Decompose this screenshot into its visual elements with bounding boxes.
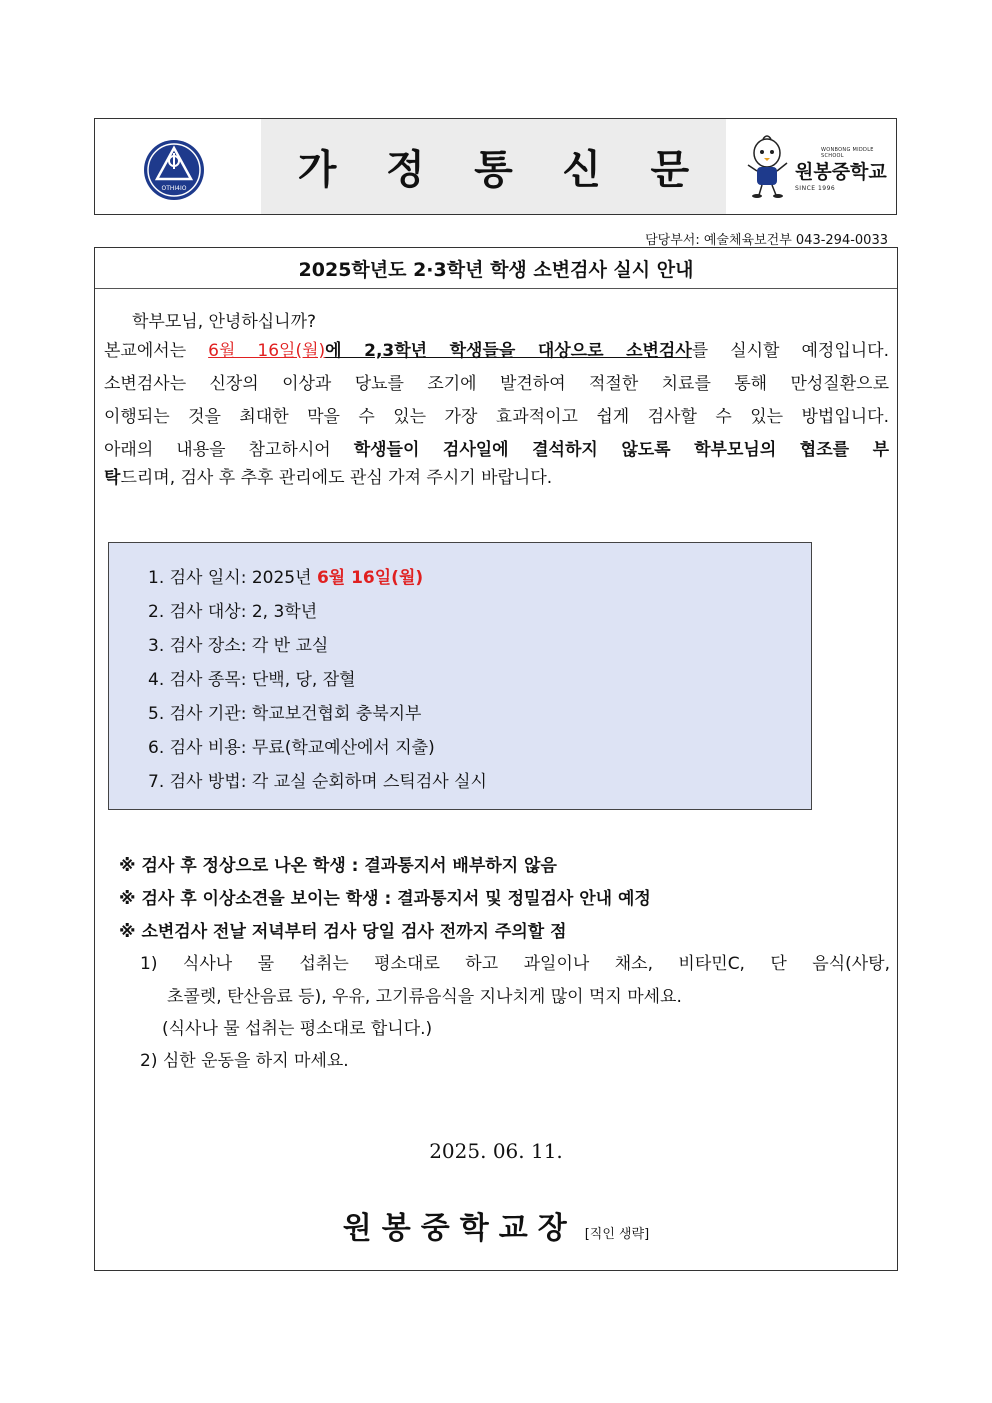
note-normal: ※ 검사 후 정상으로 나온 학생 : 결과통지서 배부하지 않음	[119, 856, 557, 876]
info-item-place: 3. 검사 장소: 각 반 교실	[148, 636, 329, 656]
info-item-date: 1. 검사 일시: 2025년 6월 16일(월)	[148, 568, 424, 588]
body-line-5: 탁드리며, 검사 후 추후 관리에도 관심 가져 주시기 바랍니다.	[104, 468, 553, 488]
school-mascot-icon	[745, 135, 791, 201]
greeting: 학부모님, 안녕하십니까?	[132, 312, 317, 332]
info-item-cost: 6. 검사 비용: 무료(학교예산에서 지출)	[148, 738, 435, 758]
seal-omitted-note: [직인 생략]	[584, 1227, 650, 1242]
principal-signature: 원봉중학교장	[342, 1211, 577, 1246]
exam-date-highlight: 6월 16일(월)	[208, 341, 326, 361]
info-item-type: 4. 검사 종목: 단백, 당, 잠혈	[148, 670, 356, 690]
signature-block	[95, 1203, 897, 1247]
body-line-4: 아래의 내용을 참고하시어 학생들이 검사일에 결석하지 않도록 학부모님의 협조를 부	[104, 440, 889, 460]
newsletter-title	[261, 119, 726, 214]
notice-subject: 2025학년도 2·3학년 학생 소변검사 실시 안내	[95, 248, 897, 289]
notice-body	[94, 247, 898, 1271]
department-contact: 담당부서: 예술체육보건부 043-294-0033	[645, 233, 888, 248]
precaution-1-line-3: (식사나 물 섭취는 평소대로 합니다.)	[162, 1019, 433, 1039]
info-item-agency: 5. 검사 기관: 학교보건협회 충북지부	[148, 704, 422, 724]
info-item-method: 7. 검사 방법: 각 교실 순회하며 스틱검사 실시	[148, 772, 487, 792]
body-line-2: 소변검사는 신장의 이상과 당뇨를 조기에 발견하여 적절한 치료를 통해 만성질환으로	[104, 374, 889, 394]
school-brand-logo: WONBONG MIDDLE SCHOOL 원봉중학교 SINCE 1996	[795, 147, 887, 192]
precaution-1-line-2: 초콜렛, 탄산음료 등), 우유, 고기류음식을 지나치게 많이 먹지 마세요.	[167, 987, 682, 1007]
title-char: 통	[474, 147, 513, 193]
title-char: 정	[385, 147, 425, 193]
title-char: 신	[562, 147, 601, 193]
body-line-1: 본교에서는 6월 16일(월)에 2,3학년 학생들을 대상으로 소변검사를 실시할 예정입니다.	[104, 341, 890, 361]
note-precautions: ※ 소변검사 전날 저녁부터 검사 당일 검사 전까지 주의할 점	[119, 922, 567, 942]
school-emblem-icon	[143, 139, 205, 201]
notice-date: 2025. 06. 11.	[429, 1139, 563, 1163]
title-char: 문	[650, 147, 690, 193]
exam-info-box	[108, 542, 812, 810]
note-abnormal: ※ 검사 후 이상소견을 보이는 학생 : 결과통지서 및 정밀검사 안내 예정	[119, 889, 651, 909]
precaution-2: 2) 심한 운동을 하지 마세요.	[140, 1051, 349, 1071]
title-char: 가	[297, 147, 337, 193]
info-item-target: 2. 검사 대상: 2, 3학년	[148, 602, 318, 622]
svg-text:OTHI4IO: OTHI4IO	[161, 185, 187, 192]
newsletter-header	[94, 118, 897, 215]
body-line-3: 이행되는 것을 최대한 막을 수 있는 가장 효과적이고 쉽게 검사할 수 있는 방법입니다.	[104, 407, 889, 427]
precaution-1-line-1: 1) 식사나 물 섭취는 평소대로 하고 과일이나 채소, 비타민C, 단 음식(사탕,	[140, 954, 890, 974]
